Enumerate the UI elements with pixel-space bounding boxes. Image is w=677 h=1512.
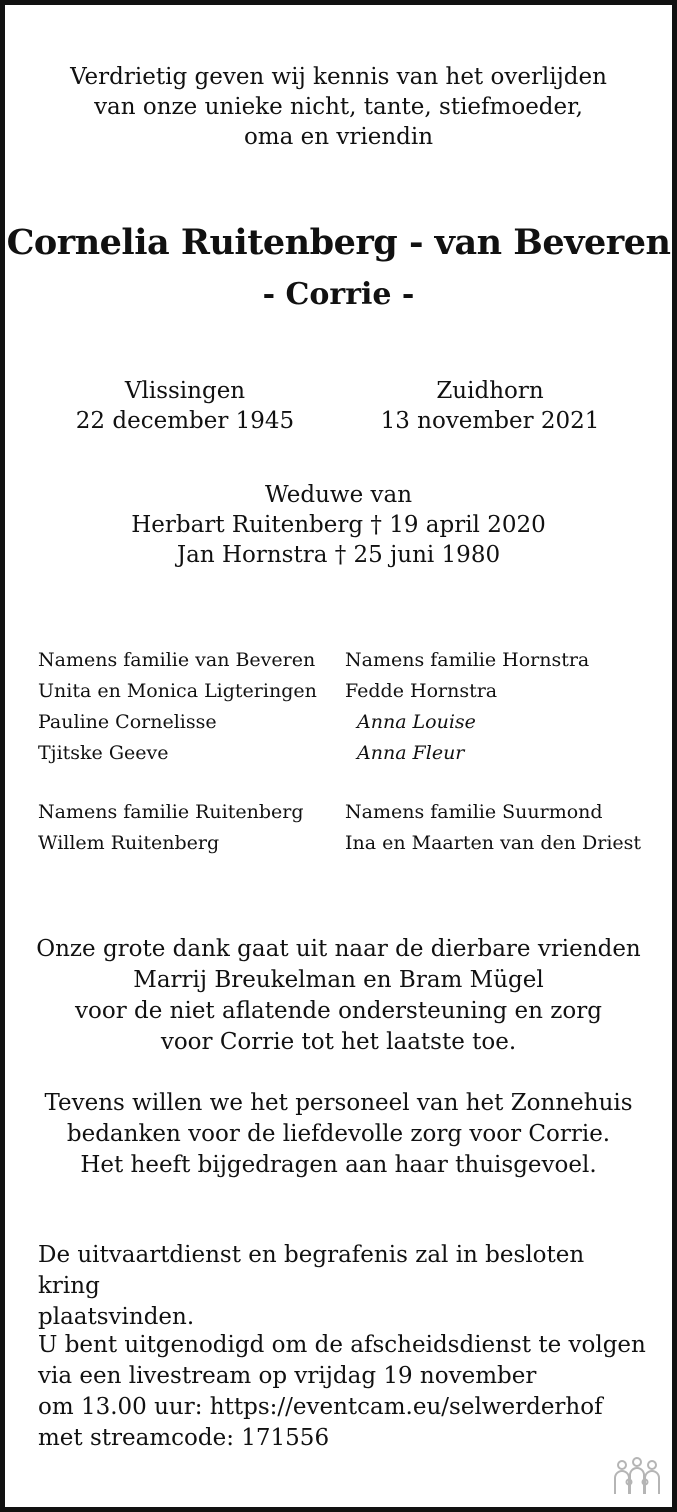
funeral-line: plaatsvinden. <box>38 1304 195 1330</box>
death-info <box>340 376 640 436</box>
birth-place: Vlissingen <box>124 378 246 404</box>
livestream-info <box>38 1330 648 1454</box>
thanks-line: voor de niet aflatende ondersteuning en zorg <box>75 998 602 1024</box>
family-people-icon <box>613 1456 661 1500</box>
family-line: Willem Ruitenberg <box>38 832 220 854</box>
thanks-line: Marrij Breukelman en Bram Mügel <box>133 967 544 993</box>
intro-line: oma en vriendin <box>243 124 434 150</box>
widow-heading: Weduwe van <box>264 482 413 508</box>
family-ruitenberg <box>38 797 304 859</box>
thanks-line: voor Corrie tot het laatste toe. <box>160 1029 517 1055</box>
birth-info <box>35 376 335 436</box>
death-date: 13 november 2021 <box>380 408 600 434</box>
funeral-info <box>38 1240 648 1333</box>
staff-line: Tevens willen we het personeel van het Zonnehuis <box>44 1090 633 1116</box>
family-line: Pauline Cornelisse <box>38 711 217 733</box>
family-line: Fedde Hornstra <box>345 680 498 702</box>
birth-date: 22 december 1945 <box>75 408 295 434</box>
family-line: Unita en Monica Ligteringen <box>38 680 317 702</box>
family-suurmond <box>345 797 641 859</box>
widow-info <box>0 480 677 570</box>
family-line: Namens familie Hornstra <box>345 649 590 671</box>
intro-text <box>0 62 677 152</box>
family-hornstra <box>345 645 589 769</box>
family-van-beveren <box>38 645 317 769</box>
family-line: Tjitske Geeve <box>38 742 169 764</box>
deceased-name: Cornelia Ruitenberg - van Beveren <box>6 222 671 263</box>
widow-spouse: Herbart Ruitenberg † 19 april 2020 <box>131 512 546 538</box>
staff-line: bedanken voor de liefdevolle zorg voor Corrie. <box>66 1121 611 1147</box>
thanks-line: Onze grote dank gaat uit naar de dierbare vrienden <box>36 936 641 962</box>
intro-line: van onze unieke nicht, tante, stiefmoeder, <box>94 94 583 120</box>
staff-line: Het heeft bijgedragen aan haar thuisgevoel. <box>80 1152 597 1178</box>
family-line: Namens familie Suurmond <box>345 801 603 823</box>
deceased-nickname: - Corrie - <box>262 277 415 312</box>
funeral-line: De uitvaartdienst en begrafenis zal in besloten kring <box>38 1242 585 1299</box>
livestream-url-line: om 13.00 uur: https://eventcam.eu/selwerderhof <box>38 1394 603 1420</box>
widow-spouse: Jan Hornstra † 25 juni 1980 <box>176 542 501 568</box>
death-place: Zuidhorn <box>436 378 544 404</box>
livestream-code-line: met streamcode: 171556 <box>38 1425 330 1451</box>
family-child: Anna Fleur <box>357 742 465 764</box>
intro-line: Verdrietig geven wij kennis van het overlijden <box>70 64 607 90</box>
livestream-line: U bent uitgenodigd om de afscheidsdienst te volgen <box>38 1332 646 1358</box>
family-line: Namens familie van Beveren <box>38 649 316 671</box>
thanks-text <box>0 934 677 1058</box>
livestream-line: via een livestream op vrijdag 19 november <box>38 1363 537 1389</box>
staff-thanks-text <box>0 1088 677 1181</box>
family-line: Namens familie Ruitenberg <box>38 801 304 823</box>
family-line: Ina en Maarten van den Driest <box>345 832 642 854</box>
family-child: Anna Louise <box>357 711 476 733</box>
